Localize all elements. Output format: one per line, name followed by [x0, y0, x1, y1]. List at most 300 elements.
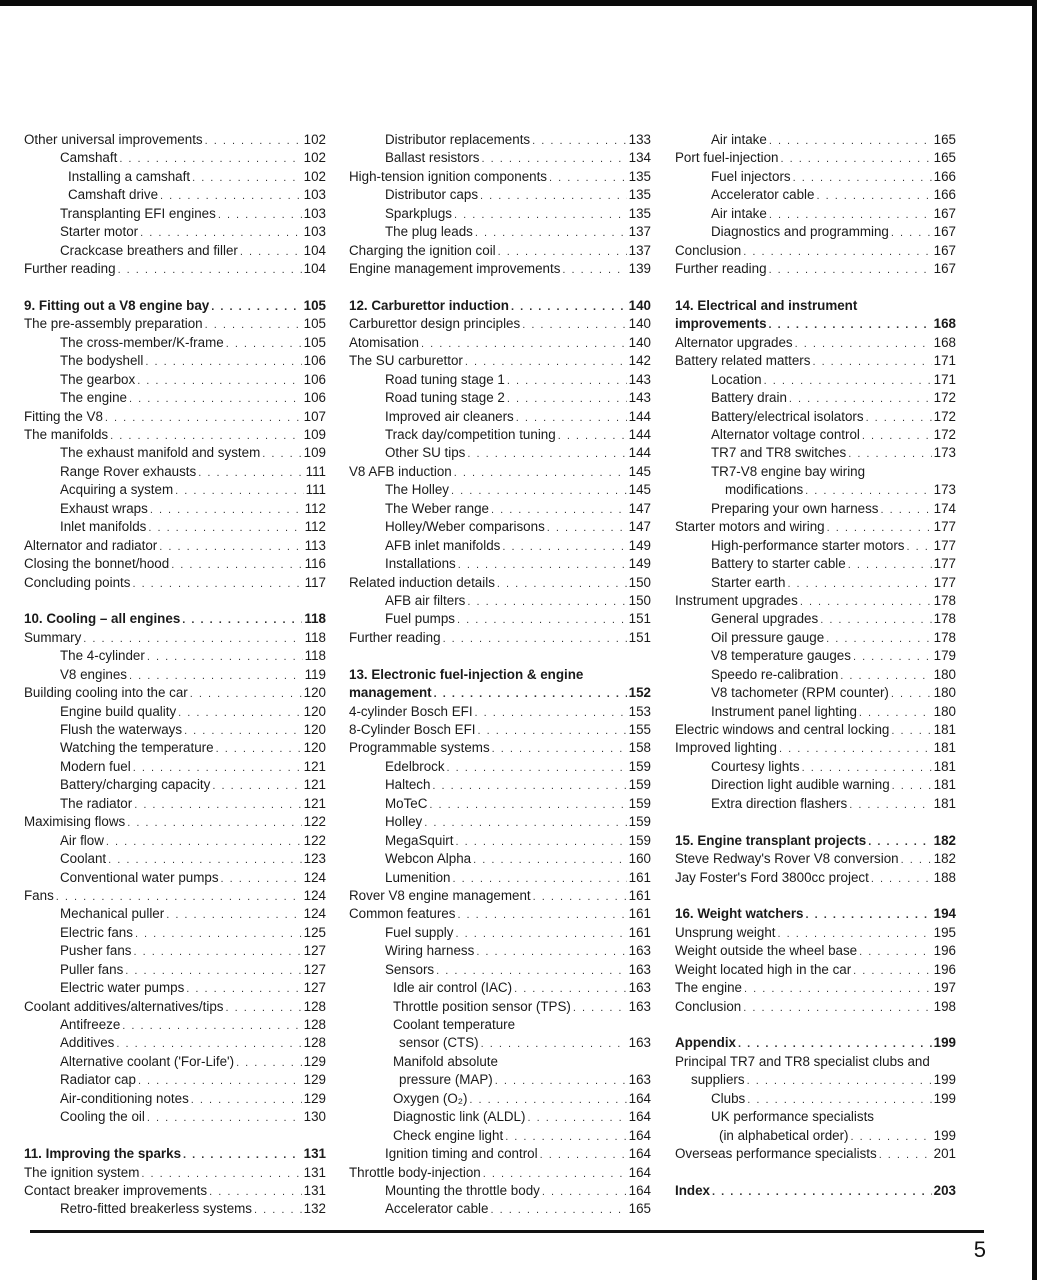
- dot-leader: [492, 740, 627, 757]
- dot-leader: [793, 169, 932, 186]
- toc-entry: [349, 186, 651, 204]
- dot-leader: [205, 132, 302, 149]
- section-gap: [675, 1016, 956, 1034]
- toc-entry-title: Alternative coolant ('For-Life'): [60, 1053, 235, 1069]
- toc-entry-page: 140: [628, 334, 651, 350]
- dot-leader: [789, 390, 932, 407]
- toc-entry-title: Ballast resistors: [385, 150, 480, 166]
- toc-entry-title: V8 AFB induction: [349, 463, 452, 479]
- toc-entry-page: 137: [628, 242, 651, 258]
- dot-leader: [866, 409, 932, 426]
- toc-entry-title: 8-Cylinder Bosch EFI: [349, 722, 476, 737]
- toc-entry-title: Clubs: [711, 1090, 746, 1106]
- toc-entry-page: 106: [303, 390, 326, 406]
- dot-leader: [171, 556, 302, 573]
- toc-entry-page: 121: [303, 777, 326, 793]
- toc-entry: [24, 832, 326, 850]
- section-gap: [24, 1127, 326, 1145]
- toc-entry: [24, 684, 326, 702]
- toc-entry: [349, 223, 651, 241]
- toc-entry-title: Edelbrock: [385, 758, 445, 774]
- toc-entry-title: The radiator: [60, 795, 133, 811]
- dot-leader: [840, 667, 931, 684]
- dot-leader: [879, 1146, 932, 1163]
- toc-entry-title: Holley: [385, 814, 423, 830]
- dot-leader: [226, 335, 302, 352]
- toc-entry: [349, 850, 651, 868]
- toc-entry-title: improvements: [675, 316, 767, 332]
- dot-leader: [806, 906, 932, 923]
- dot-leader: [116, 1035, 301, 1052]
- toc-entry-page: 128: [303, 998, 326, 1014]
- toc-entry-page: 171: [933, 371, 956, 387]
- dot-leader: [558, 427, 627, 444]
- toc-entry-page: 144: [628, 445, 651, 461]
- toc-entry-page: 118: [304, 629, 326, 645]
- toc-entry: [675, 666, 956, 684]
- toc-entry-title: Lumenition: [385, 869, 451, 885]
- toc-entry-title: Distributor caps: [385, 187, 479, 203]
- toc-entry-title: Diagnostics and programming: [711, 224, 889, 240]
- toc-entry: [24, 979, 326, 997]
- toc-entry: [675, 629, 956, 647]
- toc-entry-page: 135: [628, 205, 651, 221]
- dot-leader: [859, 704, 932, 721]
- toc-entry-page: 159: [628, 795, 651, 811]
- dot-leader: [853, 962, 931, 979]
- toc-entry-title: Further reading: [675, 261, 767, 277]
- dot-leader: [190, 685, 302, 702]
- toc-entry-page: 140: [628, 316, 651, 332]
- toc-entry: [349, 905, 651, 923]
- toc-entry-page: 102: [303, 168, 326, 184]
- dot-leader: [454, 464, 627, 481]
- toc-entry: [675, 721, 956, 739]
- dot-leader: [447, 759, 627, 776]
- toc-entry-title: 11. Improving the sparks: [24, 1146, 182, 1162]
- toc-entry-title: Installing a camshaft: [68, 168, 191, 184]
- toc-entry-title: Oil pressure gauge: [711, 629, 825, 645]
- dot-leader: [140, 224, 302, 241]
- toc-entry: [675, 500, 956, 518]
- toc-entry-title: 12. Carburettor induction: [349, 297, 509, 313]
- toc-entry: [349, 1053, 651, 1071]
- toc-entry-title: The plug leads: [385, 224, 473, 240]
- toc-entry-title: Throttle position sensor (TPS): [393, 998, 571, 1014]
- toc-entry-page: 165: [933, 132, 956, 147]
- toc-entry-title: Instrument panel lighting: [711, 703, 857, 719]
- dot-leader: [848, 556, 932, 573]
- toc-entry: [349, 610, 651, 628]
- toc-entry-title: Cooling the oil: [60, 1109, 145, 1125]
- dot-leader: [495, 1072, 627, 1089]
- toc-entry: [675, 979, 956, 997]
- toc-entry-page: 143: [628, 371, 651, 387]
- dot-leader: [429, 796, 626, 813]
- dot-leader: [853, 648, 932, 665]
- toc-entry-page: 117: [304, 574, 326, 590]
- toc-entry-title: Direction light audible warning: [711, 777, 890, 793]
- toc-entry-title: Alternator voltage control: [711, 427, 860, 442]
- toc-column-3: [675, 131, 956, 1200]
- toc-entry-title: MegaSquirt: [385, 832, 454, 848]
- toc-entry-page: 118: [304, 611, 326, 627]
- toc-entry: [675, 684, 956, 702]
- right-border: [1032, 0, 1037, 1280]
- toc-entry-page: 161: [628, 906, 651, 922]
- toc-entry-title: The exhaust manifold and system: [60, 445, 261, 461]
- dot-leader: [216, 740, 302, 757]
- toc-entry-title: Coolant: [60, 851, 107, 867]
- toc-entry: [675, 1108, 956, 1126]
- toc-entry-page: 134: [628, 150, 651, 166]
- dot-leader: [465, 353, 627, 370]
- dot-leader: [476, 943, 626, 960]
- toc-entry-title: Webcon Alpha: [385, 851, 472, 867]
- toc-entry-title: Conclusion: [675, 998, 742, 1014]
- toc-entry: [675, 869, 956, 887]
- toc-entry: [24, 1034, 326, 1052]
- dot-leader: [573, 999, 627, 1016]
- toc-entry: [349, 371, 651, 389]
- toc-entry-title: The engine: [675, 980, 743, 996]
- toc-entry: [24, 223, 326, 241]
- dot-leader: [138, 1072, 302, 1089]
- toc-entry-page: 107: [303, 408, 326, 424]
- toc-entry-title: Related induction details: [349, 574, 495, 590]
- toc-entry-title: Camshaft: [60, 150, 118, 166]
- toc-entry-page: 124: [303, 887, 326, 903]
- dot-leader: [122, 1017, 301, 1034]
- dot-leader: [478, 722, 627, 739]
- toc-entry: [24, 260, 326, 278]
- toc-entry: [24, 463, 326, 481]
- dot-leader: [744, 980, 932, 997]
- toc-entry-title: Closing the bonnet/hood: [24, 556, 170, 572]
- toc-entry: [349, 795, 651, 813]
- toc-column-1: [24, 131, 326, 1219]
- toc-entry-title: Improved air cleaners: [385, 408, 514, 424]
- toc-entry-page: 181: [933, 758, 956, 774]
- toc-entry: [675, 352, 956, 370]
- toc-entry-page: 105: [303, 334, 326, 350]
- toc-entry-title: The ignition system: [24, 1164, 140, 1180]
- toc-entry-title: Starter earth: [711, 574, 786, 590]
- dot-leader: [205, 316, 302, 333]
- toc-entry-title: Index: [675, 1182, 710, 1198]
- toc-entry: [24, 1071, 326, 1089]
- dot-leader: [507, 372, 627, 389]
- dot-leader: [209, 1183, 302, 1200]
- dot-leader: [148, 519, 302, 536]
- toc-entry-page: 164: [628, 1127, 651, 1143]
- toc-entry: [675, 260, 956, 278]
- section-gap: [24, 592, 326, 610]
- toc-entry-title: Carburettor design principles: [349, 316, 521, 332]
- toc-entry-title: Air intake: [711, 205, 767, 221]
- dot-leader: [254, 1201, 302, 1218]
- page-number: 5: [973, 1237, 986, 1262]
- toc-entry-page: 152: [628, 685, 651, 701]
- toc-chapter-heading: [24, 1145, 326, 1163]
- toc-entry-page: 168: [933, 334, 956, 350]
- toc-entry-page: 129: [303, 1090, 326, 1106]
- toc-entry-page: 135: [628, 187, 651, 203]
- dot-leader: [514, 980, 627, 997]
- toc-entry: [675, 242, 956, 260]
- dot-leader: [147, 1109, 302, 1126]
- toc-entry-page: 178: [933, 629, 956, 645]
- toc-entry-title: Distributor replacements: [385, 132, 531, 147]
- toc-chapter-heading: [675, 905, 956, 923]
- toc-entry: [349, 168, 651, 186]
- toc-entry-page: 166: [933, 187, 956, 203]
- toc-entry-page: 149: [628, 537, 651, 553]
- toc-entry-title: Fuel pumps: [385, 611, 455, 627]
- toc-entry: [24, 813, 326, 831]
- toc-entry: [24, 758, 326, 776]
- dot-leader: [186, 980, 301, 997]
- toc-entry-page: 181: [933, 722, 956, 737]
- dot-leader: [421, 335, 627, 352]
- toc-entry: [349, 463, 651, 481]
- toc-entry: [349, 444, 651, 462]
- toc-entry-title: 15. Engine transplant projects: [675, 832, 867, 848]
- toc-entry-page: 127: [303, 980, 326, 996]
- dot-leader: [851, 1128, 932, 1145]
- toc-entry: [24, 961, 326, 979]
- toc-entry: [349, 260, 651, 278]
- toc-entry: [349, 629, 651, 647]
- toc-entry: [675, 942, 956, 960]
- toc-entry-title: Preparing your own harness: [711, 500, 879, 516]
- dot-leader: [133, 759, 302, 776]
- dot-leader: [454, 206, 627, 223]
- toc-entry-page: 149: [628, 556, 651, 572]
- dot-leader: [469, 1091, 626, 1108]
- toc-entry: [349, 813, 651, 831]
- toc-entry-title: Location: [711, 371, 762, 387]
- dot-leader: [805, 482, 932, 499]
- toc-entry-title: Further reading: [24, 261, 116, 277]
- dot-leader: [175, 482, 304, 499]
- toc-entry-page: 158: [628, 740, 651, 756]
- toc-entry: [675, 149, 956, 167]
- toc-entry-title: pressure (MAP): [399, 1072, 493, 1088]
- toc-entry-title: Common features: [349, 906, 456, 922]
- dot-leader: [106, 833, 302, 850]
- toc-entry-title: suppliers: [691, 1072, 745, 1088]
- toc-entry-page: 199: [933, 1127, 956, 1143]
- toc-entry-page: 150: [628, 592, 651, 608]
- toc-entry-title: High-tension ignition components: [349, 168, 548, 184]
- toc-entry: [349, 758, 651, 776]
- toc-entry: [675, 223, 956, 241]
- dot-leader: [516, 409, 627, 426]
- dot-leader: [457, 906, 626, 923]
- toc-entry-page: 118: [304, 648, 326, 664]
- dot-leader: [812, 353, 931, 370]
- toc-entry-page: 159: [628, 814, 651, 830]
- toc-entry: [675, 518, 956, 536]
- dot-leader: [467, 445, 626, 462]
- toc-entry-title: Alternator and radiator: [24, 537, 158, 553]
- dot-leader: [779, 740, 932, 757]
- toc-entry: [24, 168, 326, 186]
- toc-entry: [24, 389, 326, 407]
- toc-entry: [24, 315, 326, 333]
- toc-entry-title: Mechanical puller: [60, 906, 165, 922]
- dot-leader: [436, 962, 627, 979]
- toc-entry-page: 180: [933, 666, 956, 682]
- toc-entry: [349, 776, 651, 794]
- dot-leader: [511, 298, 627, 315]
- toc-entry-page: 143: [628, 390, 651, 406]
- dot-leader: [110, 427, 302, 444]
- dot-leader: [147, 648, 303, 665]
- toc-entry: [349, 1016, 651, 1034]
- toc-entry: [675, 647, 956, 665]
- dot-leader: [160, 187, 302, 204]
- toc-entry-page: 120: [303, 685, 326, 701]
- toc-entry-title: Conventional water pumps: [60, 869, 219, 885]
- toc-entry: [675, 205, 956, 223]
- dot-leader: [533, 888, 627, 905]
- toc-entry: [24, 795, 326, 813]
- toc-entry-title: Summary: [24, 629, 82, 645]
- toc-entry: [675, 1071, 956, 1089]
- toc-entry-page: 120: [303, 703, 326, 719]
- toc-entry: [675, 1145, 956, 1163]
- dot-leader: [743, 243, 931, 260]
- dot-leader: [491, 501, 627, 518]
- toc-entry: [349, 242, 651, 260]
- toc-entry-page: 168: [933, 316, 956, 332]
- toc-entry-title: Battery drain: [711, 390, 787, 406]
- dot-leader: [129, 390, 302, 407]
- toc-entry-title: Diagnostic link (ALDL): [393, 1109, 526, 1125]
- dot-leader: [225, 999, 301, 1016]
- dot-leader: [871, 870, 932, 887]
- dot-leader: [455, 925, 626, 942]
- toc-entry-page: 105: [303, 316, 326, 332]
- toc-entry-page: 182: [933, 832, 956, 848]
- dot-leader: [119, 150, 301, 167]
- toc-entry-title: 14. Electrical and instrument: [675, 297, 858, 313]
- toc-entry-title: Additives: [60, 1035, 115, 1051]
- dot-leader: [747, 1072, 932, 1089]
- toc-entry: [675, 555, 956, 573]
- dot-leader: [527, 1109, 626, 1126]
- toc-entry-title: Puller fans: [60, 961, 124, 977]
- toc-entry-title: The gearbox: [60, 371, 136, 387]
- toc-entry: [349, 352, 651, 370]
- toc-entry-title: Speedo re-calibration: [711, 666, 839, 682]
- toc-entry: [349, 131, 651, 149]
- toc-entry-title: The SU carburettor: [349, 353, 463, 369]
- toc-entry-page: 142: [628, 353, 651, 369]
- toc-entry-title: Alternator upgrades: [675, 334, 793, 350]
- toc-entry: [24, 574, 326, 592]
- toc-entry: [349, 334, 651, 352]
- toc-entry-title: Air intake: [711, 132, 767, 147]
- toc-entry-title: Holley/Weber comparisons: [385, 519, 545, 535]
- toc-entry: [24, 149, 326, 167]
- toc-entry-page: 181: [933, 795, 956, 811]
- toc-entry: [24, 481, 326, 499]
- toc-entry-title: Steve Redway's Rover V8 conversion: [675, 851, 899, 867]
- toc-entry-page: 159: [628, 777, 651, 793]
- toc-entry: [24, 352, 326, 370]
- toc-entry: [675, 592, 956, 610]
- toc-entry-page: 129: [303, 1053, 326, 1069]
- toc-entry-page: 151: [628, 629, 651, 645]
- toc-entry: [349, 869, 651, 887]
- section-gap: [675, 887, 956, 905]
- dot-leader: [743, 999, 931, 1016]
- toc-entry: [349, 315, 651, 333]
- dot-leader: [880, 501, 931, 518]
- toc-entry-page: 195: [933, 924, 956, 940]
- toc-entry-page: 122: [303, 832, 326, 848]
- toc-entry-title: Port fuel-injection: [675, 150, 779, 166]
- dot-leader: [150, 501, 303, 518]
- toc-entry: [24, 1053, 326, 1071]
- toc-chapter-heading: [675, 832, 956, 850]
- toc-entry-page: 199: [933, 1035, 956, 1051]
- toc-entry-page: 159: [628, 832, 651, 848]
- toc-entry-page: 106: [303, 353, 326, 369]
- toc-entry-title: Rover V8 engine management: [349, 887, 531, 903]
- toc-entry-page: 147: [628, 519, 651, 535]
- toc-entry-page: 109: [303, 427, 326, 442]
- dot-leader: [198, 464, 303, 481]
- toc-entry: [675, 703, 956, 721]
- toc-entry-title: sensor (CTS): [399, 1035, 479, 1051]
- toc-entry: [675, 610, 956, 628]
- toc-entry-page: 111: [305, 463, 326, 479]
- toc-entry: [349, 1071, 651, 1089]
- dot-leader: [134, 796, 301, 813]
- dot-leader: [490, 1201, 626, 1218]
- toc-entry: [349, 832, 651, 850]
- toc-entry-page: 132: [303, 1201, 326, 1217]
- dot-leader: [183, 1146, 302, 1163]
- toc-entry-title: Check engine light: [393, 1127, 504, 1143]
- toc-chapter-heading: [675, 315, 956, 333]
- toc-entry-page: 112: [304, 519, 326, 535]
- toc-entry: [349, 721, 651, 739]
- toc-entry: [349, 961, 651, 979]
- toc-entry-title: Jay Foster's Ford 3800cc project: [675, 869, 869, 885]
- toc-entry: [675, 537, 956, 555]
- toc-entry-page: 194: [933, 906, 956, 922]
- toc-entry-title: Ignition timing and control: [385, 1146, 538, 1162]
- toc-entry-page: 159: [628, 758, 651, 774]
- toc-entry-title: Accelerator cable: [711, 187, 815, 203]
- toc-entry-title: Starter motor: [60, 224, 139, 240]
- toc-entry: [24, 518, 326, 536]
- toc-entry-page: 163: [628, 998, 651, 1014]
- toc-entry-page: 174: [933, 500, 956, 516]
- toc-entry: [24, 647, 326, 665]
- toc-entry-title: management: [349, 685, 432, 701]
- toc-entry-title: High-performance starter motors: [711, 537, 905, 553]
- dot-leader: [262, 445, 301, 462]
- toc-entry: [24, 131, 326, 149]
- toc-entry-title: Battery related matters: [675, 353, 811, 369]
- toc-entry-title: Fuel injectors: [711, 168, 791, 184]
